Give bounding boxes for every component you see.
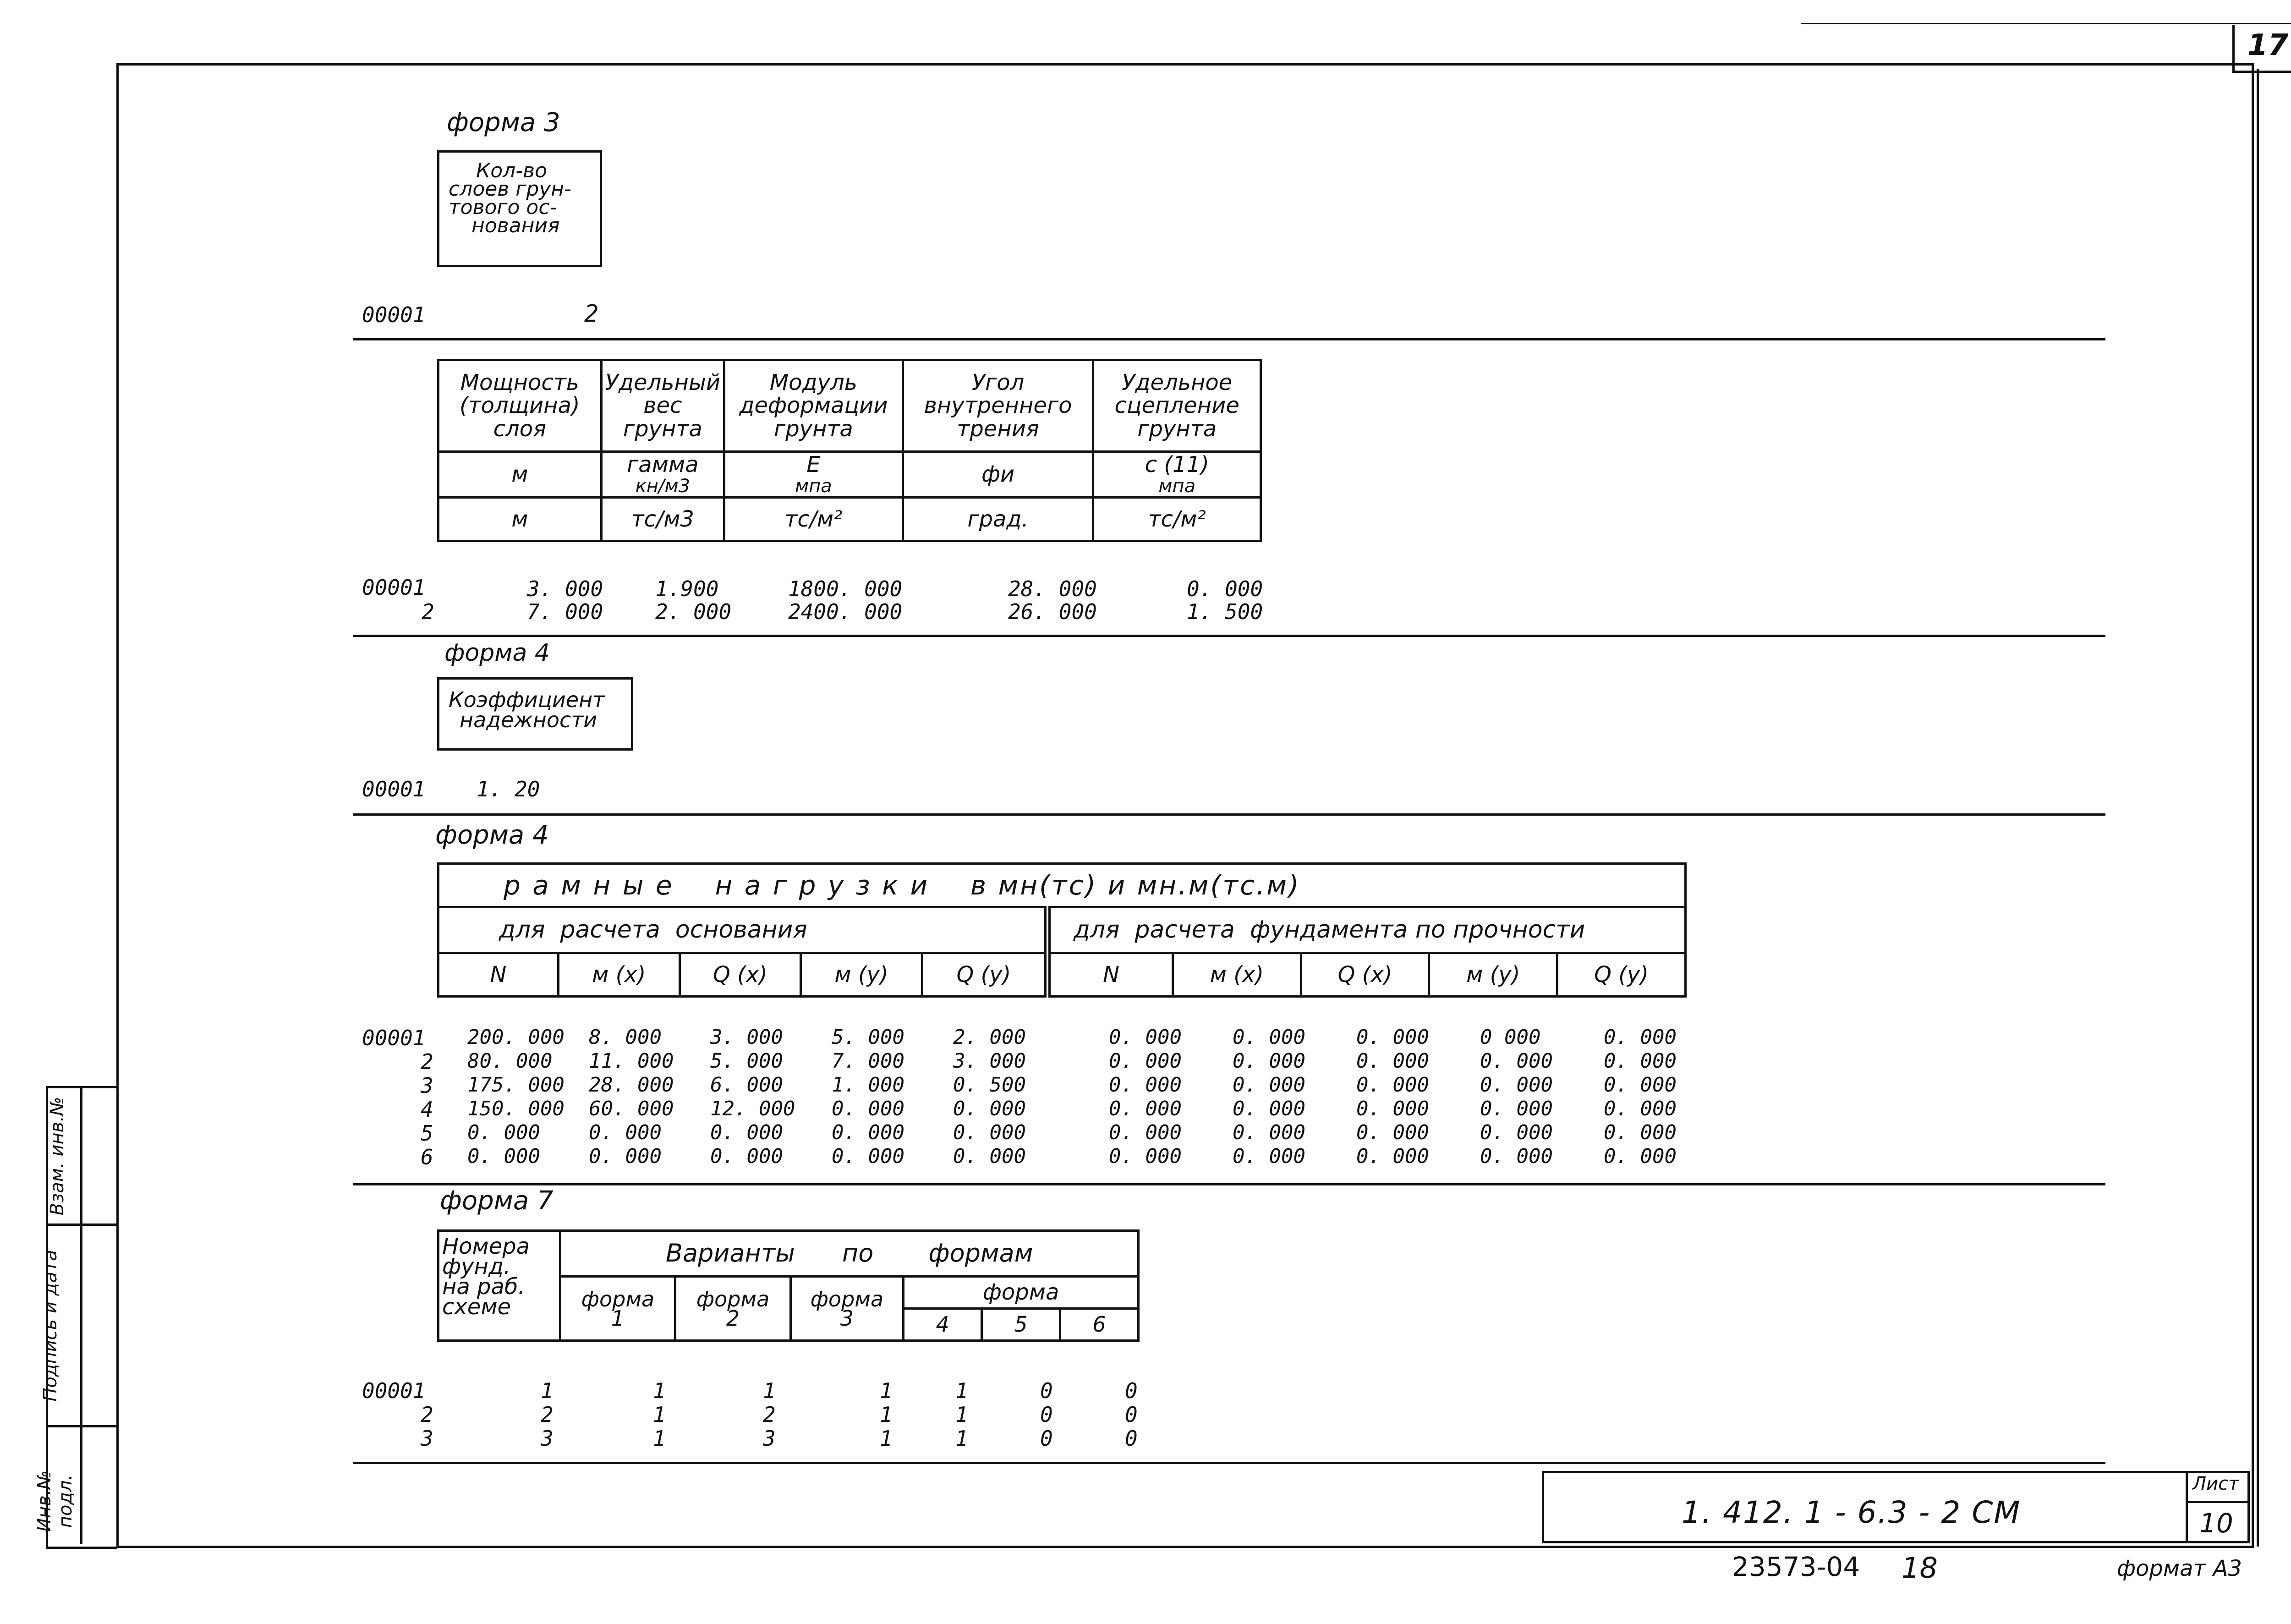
- side-strip-replace: Взам. инв.№: [47, 1097, 68, 1216]
- soil-symbol-gamma: гамма кн/м3: [601, 452, 724, 498]
- loads-cell: 0. 000: [1356, 1026, 1429, 1049]
- forma7-sub-2: форма 2: [675, 1277, 790, 1341]
- soil-row-code: 2: [422, 599, 434, 624]
- loads-title: р а м н ы е н а г р у з к и в мн(тс) и мн.м(тс.м): [438, 864, 1686, 907]
- forma7-cell: 1: [880, 1378, 893, 1403]
- forma4a-header-box: [437, 677, 633, 751]
- forma7-cell: 1: [763, 1378, 776, 1403]
- forma7-cell: 2: [541, 1402, 554, 1427]
- loads-cell: 6. 000: [710, 1073, 783, 1097]
- soil-symbol-e: Е мпа: [724, 452, 903, 498]
- soil-unit-e: тс/м²: [724, 498, 903, 541]
- soil-row-value: 1. 500: [1187, 599, 1263, 624]
- loads-group-foundation-base: для расчета основания: [438, 907, 1048, 953]
- separator-5: [353, 1462, 2105, 1464]
- forma7-sub-1: форма 1: [560, 1277, 675, 1341]
- forma4b-label: форма 4: [435, 820, 549, 850]
- forma7-forma-456: форма: [904, 1277, 1139, 1309]
- soil-unit-thickness: м: [438, 498, 602, 541]
- loads-cell: 80. 000: [467, 1049, 553, 1073]
- soil-header-cohesion: Удельное сцепление грунта: [1093, 360, 1261, 452]
- loads-cell: 8. 000: [589, 1026, 662, 1049]
- forma7-row-code: 2: [421, 1402, 433, 1427]
- soil-row-value: 3. 000: [527, 576, 603, 601]
- loads-col-mx2: м (х): [1173, 953, 1301, 997]
- loads-cell: 0. 000: [1480, 1097, 1553, 1120]
- loads-cell: 0. 000: [1480, 1121, 1553, 1144]
- loads-col-qx: Q (х): [680, 953, 801, 997]
- loads-cell: 1. 000: [832, 1073, 904, 1097]
- forma7-cell: 0: [1040, 1378, 1053, 1403]
- title-stamp-sheet-sep: [2186, 1501, 2250, 1503]
- forma7-variants-header: Варианты по формам: [560, 1231, 1139, 1277]
- paper-format: формат А3: [2117, 1556, 2242, 1581]
- soil-row-value: 26. 000: [1008, 599, 1097, 624]
- loads-row-code: 6: [421, 1145, 433, 1169]
- forma7-label: форма 7: [440, 1186, 554, 1216]
- loads-cell: 0. 000: [467, 1145, 540, 1168]
- doc-code: 1. 412. 1 - 6.3 - 2 СМ: [1682, 1495, 2021, 1530]
- soil-symbol-thickness: м: [438, 452, 602, 498]
- loads-cell: 7. 000: [832, 1049, 904, 1073]
- loads-cell: 0. 000: [1604, 1121, 1677, 1144]
- forma7-cell: 2: [763, 1402, 776, 1427]
- soil-row-value: 1.900: [655, 576, 719, 601]
- title-stamp-divider: [2186, 1471, 2188, 1543]
- forma7-col-6: 6: [1060, 1309, 1139, 1341]
- loads-cell: 0. 000: [832, 1121, 904, 1144]
- loads-cell: 0. 000: [1480, 1049, 1553, 1073]
- loads-row-code: 00001: [362, 1026, 426, 1050]
- loads-cell: 28. 000: [589, 1073, 674, 1097]
- side-strip-sep-2: [46, 1425, 117, 1427]
- forma7-cell: 0: [1125, 1426, 1138, 1451]
- loads-cell: 0. 000: [1109, 1073, 1182, 1097]
- loads-table: [437, 862, 1687, 998]
- loads-row-code: 2: [421, 1049, 433, 1074]
- loads-cell: 2. 000: [953, 1026, 1026, 1049]
- soil-header-friction-angle: Угол внутреннего трения: [903, 360, 1093, 452]
- forma3-value: 2: [584, 300, 599, 328]
- soil-row-value: 2. 000: [655, 599, 732, 624]
- loads-cell: 0. 000: [1604, 1049, 1677, 1073]
- inventory-number: 23573-04: [1732, 1551, 1860, 1582]
- forma7-col-foundation-numbers: Номера фунд. на раб. схеме: [438, 1231, 560, 1341]
- loads-col-n: N: [438, 953, 559, 997]
- loads-row-code: 5: [421, 1121, 433, 1146]
- loads-cell: 0. 000: [832, 1145, 904, 1168]
- loads-cell: 150. 000: [467, 1097, 565, 1120]
- loads-cell: 0. 000: [1109, 1145, 1182, 1168]
- forma4a-header-line2: надежности: [460, 708, 597, 732]
- forma7-cell: 1: [955, 1378, 968, 1403]
- loads-col-qx2: Q (х): [1301, 953, 1429, 997]
- loads-cell: 11. 000: [589, 1049, 674, 1073]
- loads-cell: 0. 000: [1480, 1073, 1553, 1097]
- loads-cell: 0. 000: [1356, 1145, 1429, 1168]
- loads-cell: 0 000: [1480, 1026, 1541, 1049]
- loads-cell: 0. 000: [832, 1097, 904, 1120]
- forma7-cell: 1: [653, 1402, 666, 1427]
- loads-col-mx: м (х): [559, 953, 680, 997]
- loads-cell: 0. 000: [1356, 1073, 1429, 1097]
- soil-symbol-c: с (11) мпа: [1093, 452, 1261, 498]
- loads-cell: 0. 000: [1109, 1097, 1182, 1120]
- loads-col-my: м (у): [801, 953, 922, 997]
- forma7-cell: 1: [955, 1426, 968, 1451]
- loads-cell: 0. 000: [1109, 1026, 1182, 1049]
- side-strip-divider: [80, 1086, 82, 1544]
- loads-cell: 0. 000: [1356, 1049, 1429, 1073]
- sheet-number: 10: [2199, 1508, 2233, 1539]
- loads-cell: 0. 000: [467, 1121, 540, 1144]
- forma3-header-line4: нования: [471, 214, 560, 237]
- soil-unit-gamma: тс/м3: [601, 498, 724, 541]
- loads-cell: 0. 000: [589, 1145, 662, 1168]
- loads-cell: 175. 000: [467, 1073, 565, 1097]
- forma3-header-line2: слоев грун-: [449, 177, 571, 201]
- forma7-col-4: 4: [904, 1309, 982, 1341]
- loads-col-n2: N: [1047, 953, 1173, 997]
- loads-cell: 200. 000: [467, 1026, 565, 1049]
- forma4a-row-code: 00001: [362, 777, 426, 801]
- loads-cell: 0. 000: [953, 1145, 1026, 1168]
- forma7-cell: 1: [880, 1426, 893, 1451]
- separator-4: [353, 1183, 2105, 1185]
- loads-row-code: 4: [421, 1097, 433, 1122]
- loads-cell: 0. 000: [1356, 1097, 1429, 1120]
- loads-cell: 3. 000: [710, 1026, 783, 1049]
- soil-table: [437, 359, 1262, 542]
- loads-row-code: 3: [421, 1073, 433, 1098]
- forma7-cell: 3: [763, 1426, 776, 1451]
- soil-header-modulus: Модуль деформации грунта: [724, 360, 903, 452]
- loads-cell: 0. 000: [1109, 1049, 1182, 1073]
- forma3-header-line3: тового ос-: [449, 196, 557, 219]
- loads-cell: 0. 000: [1233, 1121, 1305, 1144]
- loads-cell: 12. 000: [710, 1097, 795, 1120]
- separator-2: [353, 635, 2105, 637]
- sheet-label: Лист: [2192, 1473, 2239, 1494]
- loads-group-foundation-strength: для расчета фундамента по прочности: [1047, 907, 1685, 953]
- side-strip-signature: Подпись и дата: [40, 1250, 61, 1402]
- forma4a-label: форма 4: [444, 639, 550, 667]
- forma7-cell: 3: [541, 1426, 554, 1451]
- forma4a-value: 1. 20: [477, 777, 540, 801]
- loads-cell: 5. 000: [832, 1026, 904, 1049]
- forma7-cell: 1: [653, 1426, 666, 1451]
- soil-row-value: 2400. 000: [788, 599, 903, 624]
- loads-cell: 0. 500: [953, 1073, 1026, 1097]
- loads-cell: 0. 000: [710, 1145, 783, 1168]
- soil-header-thickness: Мощность (толщина) слоя: [438, 360, 602, 452]
- soil-row-value: 28. 000: [1008, 576, 1097, 601]
- loads-cell: 3. 000: [953, 1049, 1026, 1073]
- forma7-col-5: 5: [982, 1309, 1060, 1341]
- forma7-cell: 1: [880, 1402, 893, 1427]
- loads-col-qy: Q (у): [922, 953, 1047, 997]
- soil-row-value: 0. 000: [1187, 576, 1263, 601]
- forma7-row-code: 00001: [362, 1378, 426, 1403]
- forma3-header-box: [437, 150, 602, 267]
- separator-1: [353, 338, 2105, 340]
- forma7-cell: 0: [1040, 1426, 1053, 1451]
- soil-row-code: 00001: [362, 575, 426, 600]
- loads-col-qy2: Q (у): [1557, 953, 1686, 997]
- loads-cell: 0. 000: [1109, 1121, 1182, 1144]
- loads-cell: 0. 000: [1604, 1073, 1677, 1097]
- side-strip-sep-1: [46, 1223, 117, 1226]
- loads-cell: 0. 000: [589, 1121, 662, 1144]
- forma7-cell: 1: [541, 1378, 554, 1403]
- forma3-label: форма 3: [447, 108, 560, 137]
- loads-cell: 0. 000: [953, 1097, 1026, 1120]
- loads-cell: 0. 000: [1233, 1073, 1305, 1097]
- right-frame-inner: [2257, 69, 2259, 1547]
- soil-header-unit-weight: Удельный вес грунта: [601, 360, 724, 452]
- loads-cell: 5. 000: [710, 1049, 783, 1073]
- loads-cell: 0. 000: [710, 1121, 783, 1144]
- loads-cell: 0. 000: [1604, 1097, 1677, 1120]
- forma3-header-line1: Кол-во: [476, 159, 548, 182]
- soil-symbol-phi: фи: [903, 452, 1093, 498]
- loads-cell: 0. 000: [1480, 1145, 1553, 1168]
- forma7-sub-3: форма 3: [790, 1277, 904, 1341]
- loads-cell: 0. 000: [1233, 1097, 1305, 1120]
- forma7-cell: 0: [1040, 1402, 1053, 1427]
- sheet-top-number: 17: [2247, 28, 2289, 62]
- forma7-cell: 0: [1125, 1378, 1138, 1403]
- loads-cell: 0. 000: [1233, 1026, 1305, 1049]
- loads-cell: 0. 000: [1604, 1026, 1677, 1049]
- loads-cell: 60. 000: [589, 1097, 674, 1120]
- forma4a-header-line1: Коэффициент: [449, 687, 605, 712]
- soil-row-value: 1800. 000: [788, 576, 903, 601]
- loads-cell: 0. 000: [953, 1121, 1026, 1144]
- page-number: 18: [1902, 1551, 1938, 1585]
- forma7-cell: 1: [955, 1402, 968, 1427]
- loads-cell: 0. 000: [1604, 1145, 1677, 1168]
- loads-cell: 0. 000: [1233, 1145, 1305, 1168]
- soil-unit-phi: град.: [903, 498, 1093, 541]
- forma7-cell: 0: [1125, 1402, 1138, 1427]
- forma7-table: [437, 1229, 1140, 1342]
- side-strip-inv: Инв.№ подл.: [34, 1470, 76, 1532]
- soil-row-value: 7. 000: [527, 599, 603, 624]
- top-right-rule: [1801, 23, 2291, 24]
- forma7-row-code: 3: [421, 1426, 433, 1451]
- loads-cell: 0. 000: [1233, 1049, 1305, 1073]
- loads-col-my2: м (у): [1429, 953, 1557, 997]
- soil-unit-c: тс/м²: [1093, 498, 1261, 541]
- forma3-row-code: 00001: [362, 302, 426, 327]
- separator-3: [353, 813, 2105, 816]
- forma7-cell: 1: [653, 1378, 666, 1403]
- loads-cell: 0. 000: [1356, 1121, 1429, 1144]
